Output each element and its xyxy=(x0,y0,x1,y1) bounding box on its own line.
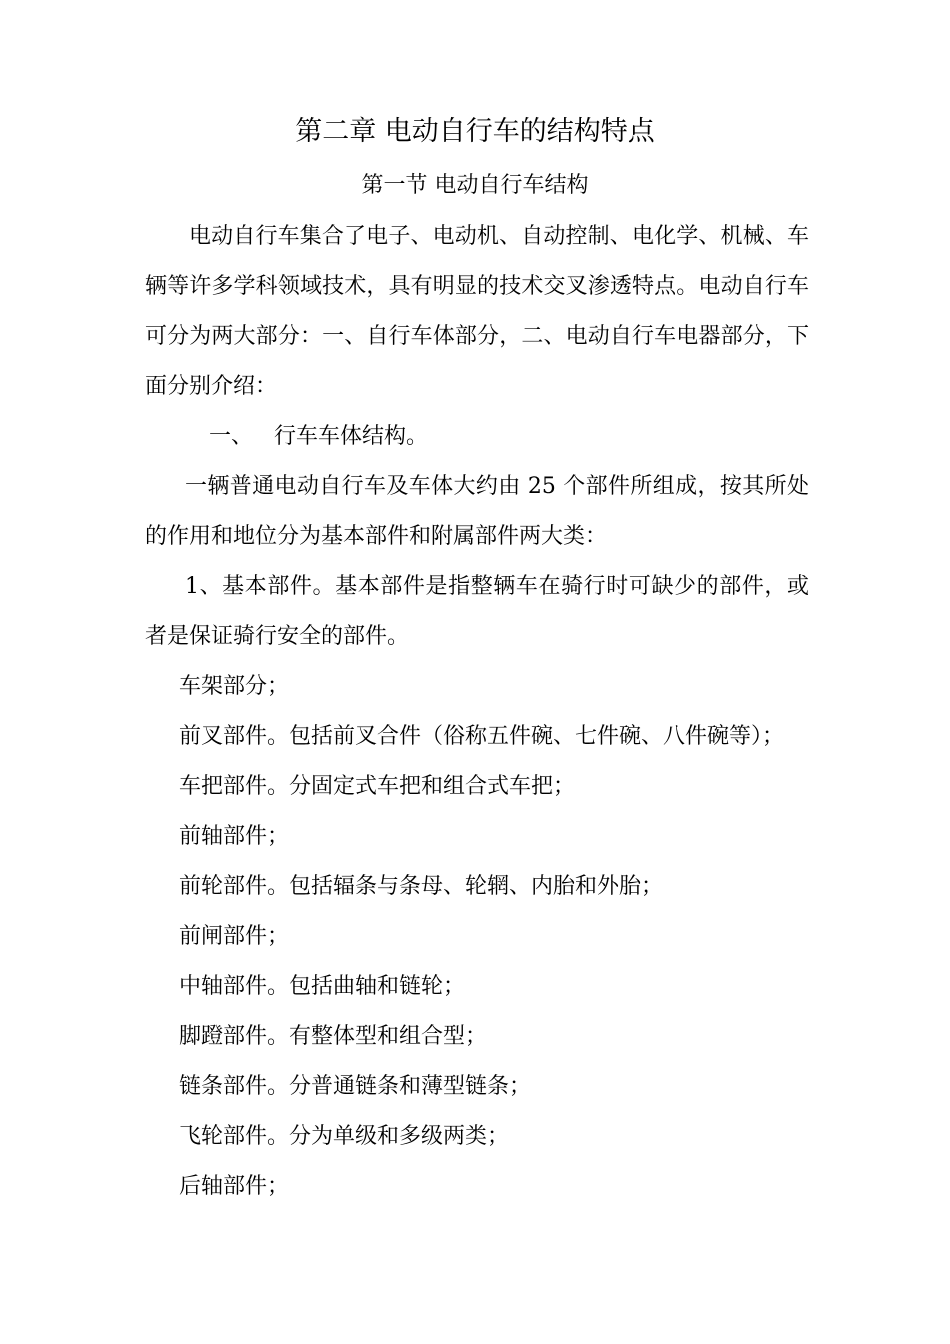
intro-paragraph: 电动自行车集合了电子、电动机、自动控制、电化学、机械、车辆等许多学科领域技术，具有明显的技术交叉渗透特点。电动自行车可分为两大部分：一、自行车体部分，二、电动自行车电器部分，下面分别介绍： xyxy=(145,224,809,399)
chapter-title: 第二章 电动自行车的结构特点 xyxy=(295,116,655,147)
components-paragraph: 一辆普通电动自行车及车体大约由 25 个部件所组成，按其所处的作用和地位分为基本部件和附属部件两大类： xyxy=(145,474,809,549)
list-item: 脚蹬部件。有整体型和组合型； xyxy=(179,1024,488,1049)
list-item: 前轴部件； xyxy=(179,824,290,849)
list-item: 车架部分； xyxy=(179,674,290,699)
subheading-text: 行车车体结构。 xyxy=(274,424,429,449)
subheading-vehicle-body xyxy=(145,412,809,462)
list-item: 链条部件。分普通链条和薄型链条； xyxy=(179,1074,532,1099)
list-item: 前闸部件； xyxy=(179,924,290,949)
list-item: 中轴部件。包括曲轴和链轮； xyxy=(179,974,466,999)
list-item: 飞轮部件。分为单级和多级两类； xyxy=(179,1124,510,1149)
section-title: 第一节 电动自行车结构 xyxy=(361,173,589,198)
list-item: 后轴部件； xyxy=(179,1174,290,1199)
basic-parts-paragraph: 1、基本部件。基本部件是指整辆车在骑行时可缺少的部件，或者是保证骑行安全的部件。 xyxy=(145,574,809,649)
list-item: 前轮部件。包括辐条与条母、轮辋、内胎和外胎； xyxy=(179,874,664,899)
list-item: 前叉部件。包括前叉合件（俗称五件碗、七件碗、八件碗等）； xyxy=(179,724,785,749)
document-body xyxy=(145,212,809,1212)
subheading-number: 一、 xyxy=(209,424,254,449)
list-item: 车把部件。分固定式车把和组合式车把； xyxy=(179,774,576,799)
